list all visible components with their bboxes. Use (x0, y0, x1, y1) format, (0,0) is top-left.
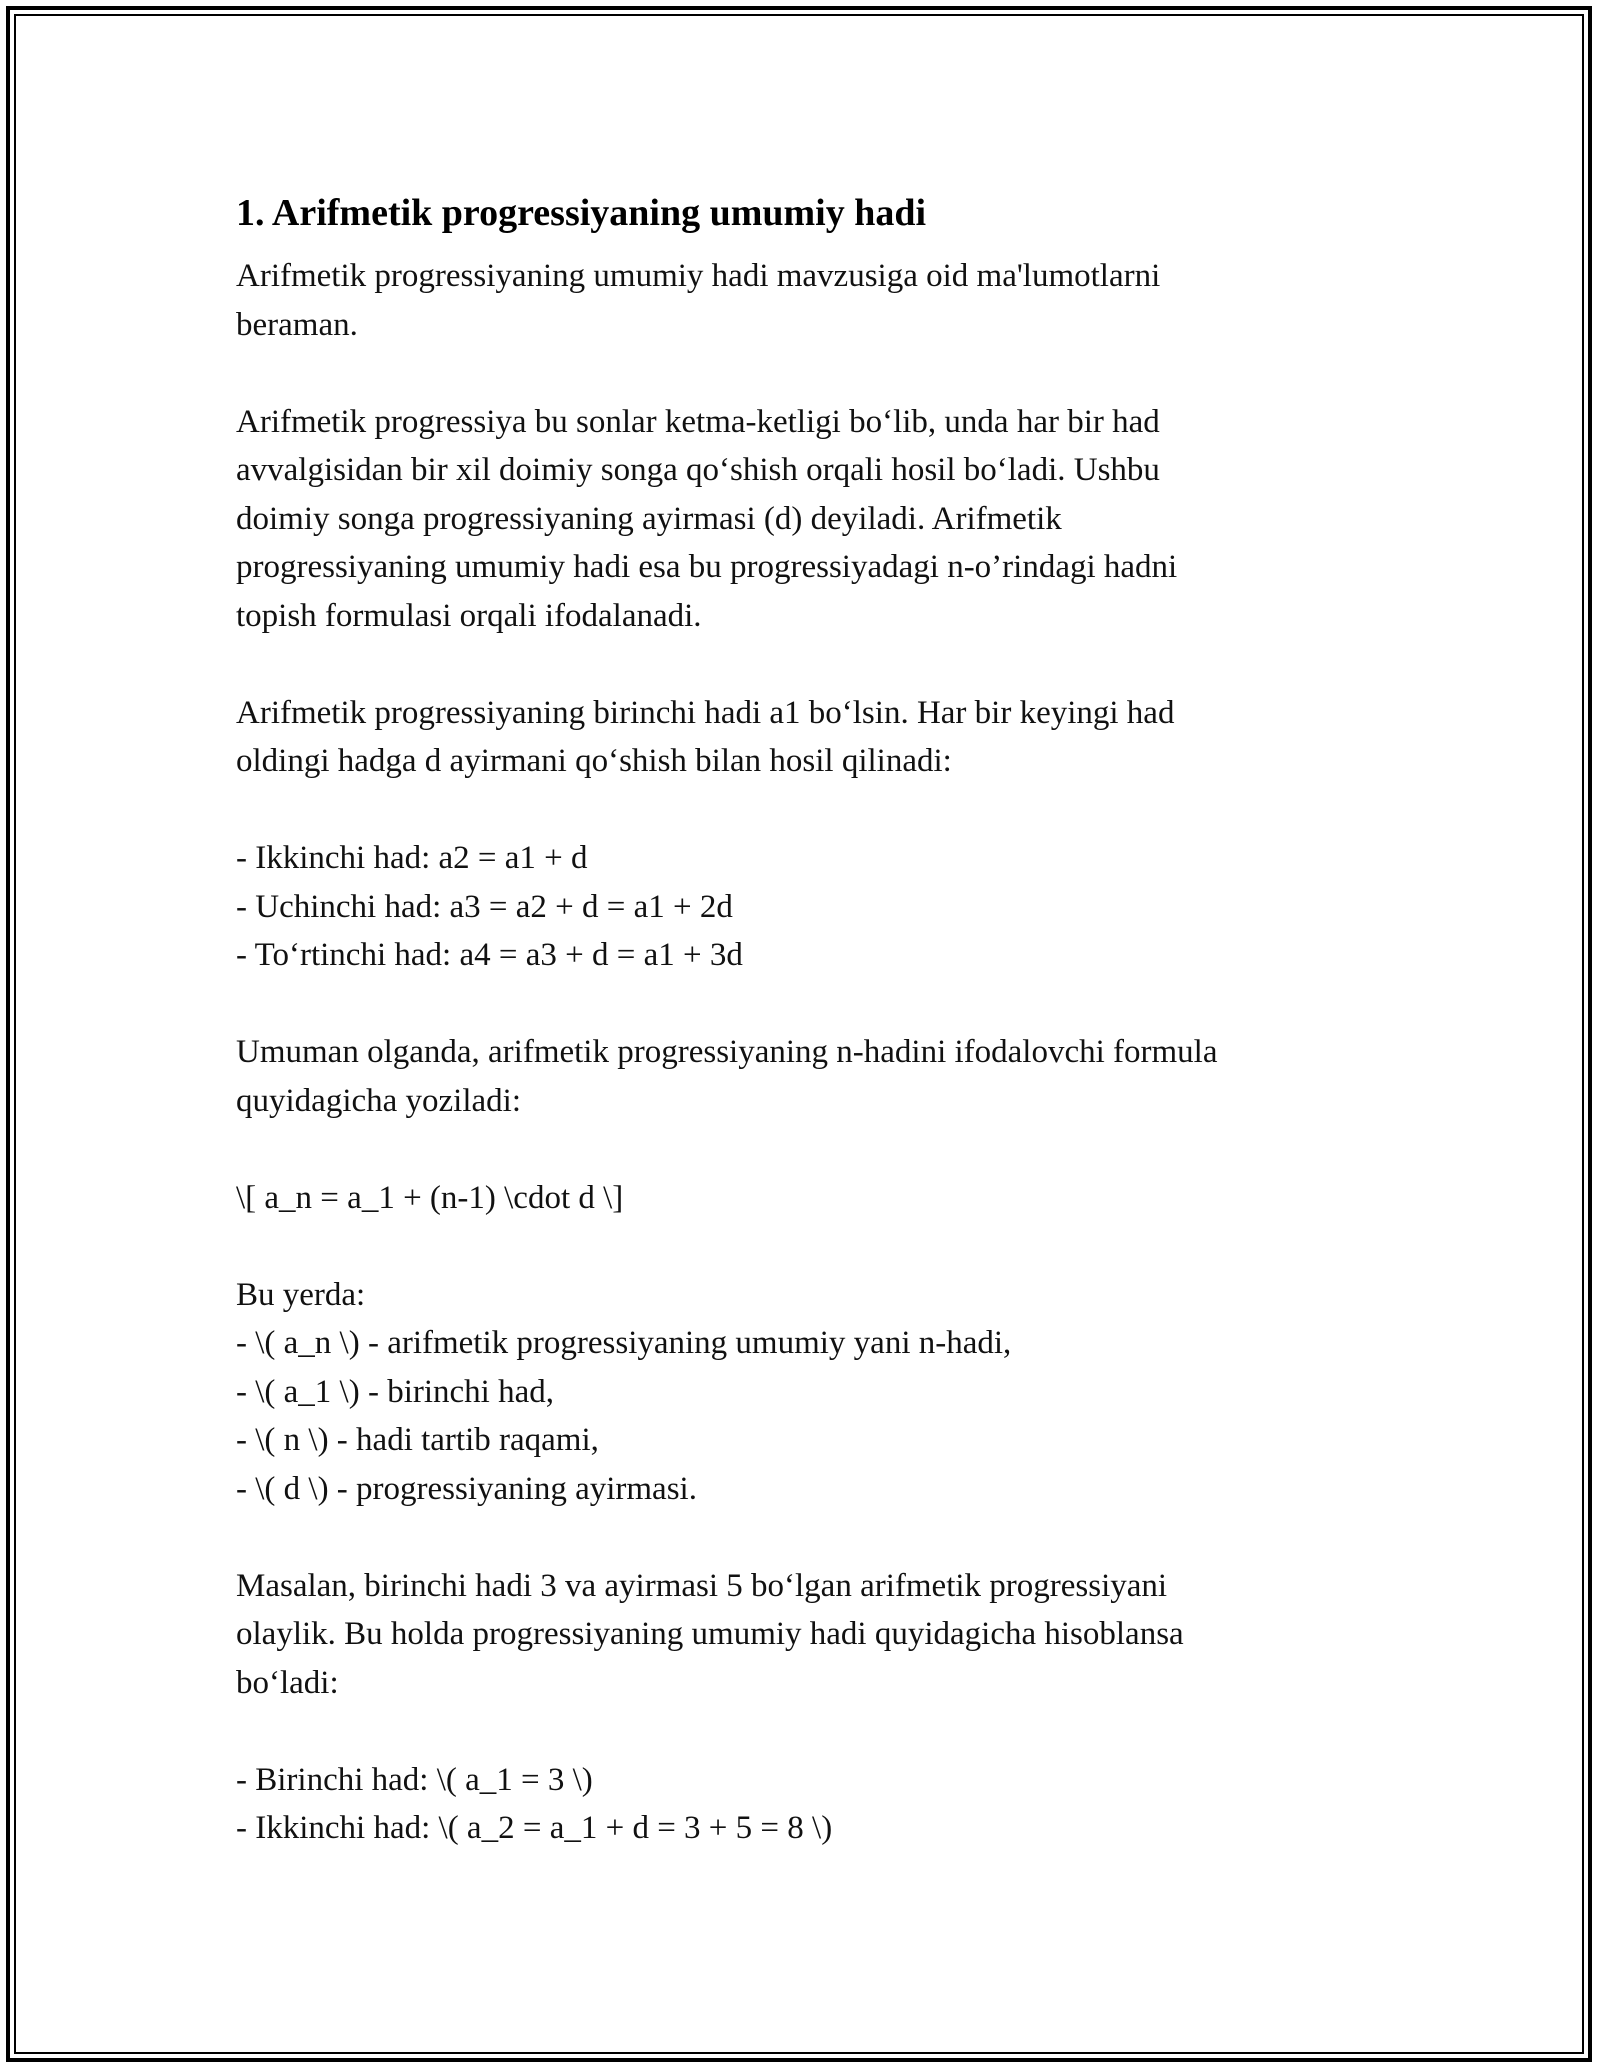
list-item: - \( a_1 \) - birinchi had, (236, 1373, 554, 1410)
list-item: - \( d \) - progressiyaning ayirmasi. (236, 1470, 697, 1507)
text-line: Masalan, birinchi hadi 3 va ayirmasi 5 bo‘lgan arifmetik progressiyani (236, 1567, 1168, 1604)
section-heading: 1. Arifmetik progressiyaning umumiy hadi (236, 192, 927, 234)
list-example-terms (236, 1756, 1366, 1853)
paragraph-first-term (236, 689, 1366, 786)
list-item: - Uchinchi had: a3 = a2 + d = a1 + 2d (236, 888, 733, 925)
text-line: oldingi hadga d ayirmani qo‘shish bilan hosil qilinadi: (236, 743, 952, 779)
text-line: Umuman olganda, arifmetik progressiyaning n-hadini ifodalovchi formula (236, 1034, 1218, 1070)
formula-line: \[ a_n = a_1 + (n-1) \cdot d \] (236, 1179, 624, 1216)
text-line: Arifmetik progressiya bu sonlar ketma-ketligi bo‘lib, unda har bir had (236, 403, 1160, 440)
list-item: - Birinchi had: \( a_1 = 3 \) (236, 1761, 593, 1798)
text-line: quyidagicha yoziladi: (236, 1082, 521, 1119)
paragraph-intro (236, 252, 1366, 349)
text-line: Arifmetik progressiyaning birinchi hadi a1 bo‘lsin. Har bir keyingi had (236, 694, 1175, 731)
paragraph-definition (236, 398, 1366, 641)
list-definitions (236, 1271, 1366, 1514)
list-item: - \( a_n \) - arifmetik progressiyaning umumiy yani n-hadi, (236, 1325, 1012, 1361)
list-item: - \( n \) - hadi tartib raqami, (236, 1422, 599, 1458)
text-line: bo‘ladi: (236, 1664, 339, 1701)
list-terms (236, 834, 1366, 980)
text-line: avvalgisidan bir xil doimiy songa qo‘shish orqali hosil bo‘ladi. Ushbu (236, 452, 1160, 488)
text-line: Bu yerda: (236, 1276, 366, 1313)
document-body (236, 186, 1366, 1901)
paragraph-general (236, 1028, 1366, 1125)
text-line: olaylik. Bu holda progressiyaning umumiy hadi quyidagicha hisoblansa (236, 1616, 1184, 1652)
list-item: - Ikkinchi had: a2 = a1 + d (236, 840, 588, 876)
list-item: - Ikkinchi had: \( a_2 = a_1 + d = 3 + 5 = 8 \) (236, 1810, 833, 1846)
paragraph-example (236, 1562, 1366, 1708)
text-line: beraman. (236, 306, 358, 343)
text-line: Arifmetik progressiyaning umumiy hadi mavzusiga oid ma'lumotlarni (236, 258, 1161, 294)
formula (236, 1174, 1366, 1223)
text-line: doimiy songa progressiyaning ayirmasi (d) deyiladi. Arifmetik (236, 500, 1062, 537)
list-item: - To‘rtinchi had: a4 = a3 + d = a1 + 3d (236, 937, 743, 973)
text-line: progressiyaning umumiy hadi esa bu progressiyadagi n-o’rindagi hadni (236, 549, 1178, 585)
text-line: topish formulasi orqali ifodalanadi. (236, 597, 702, 634)
